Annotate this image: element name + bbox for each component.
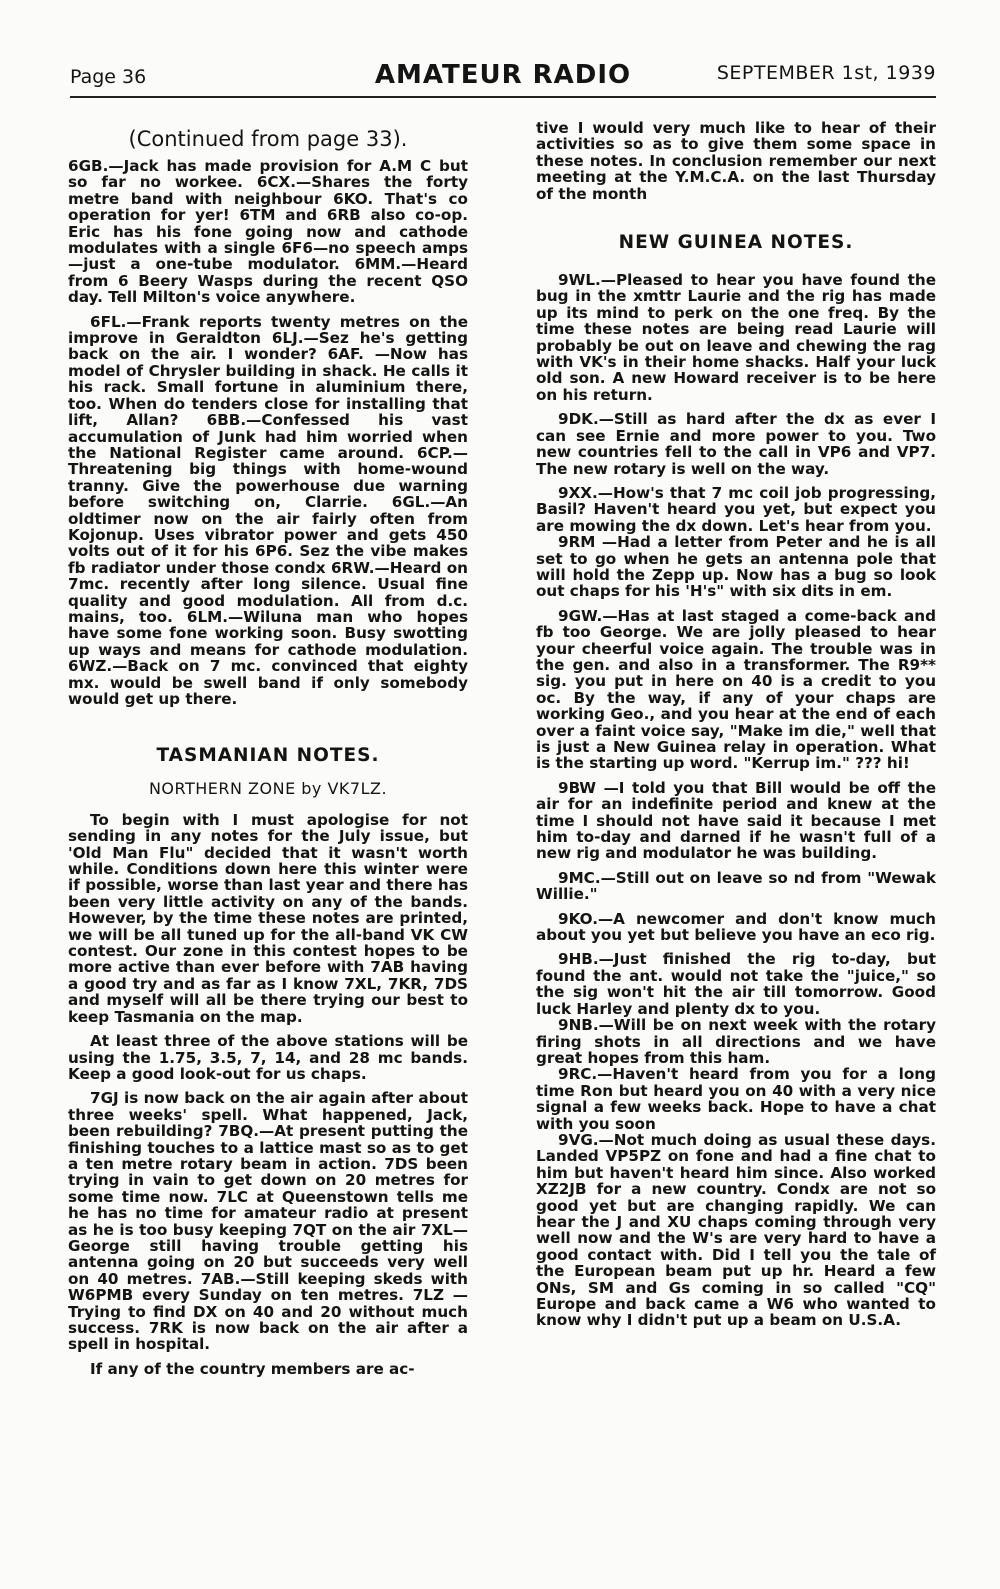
paragraph: 6GB.—Jack has made provision for A.M C but so far no workee. 6CX.—Shares the forty metre band with neighbour 6KO. That's co operation for yer! 6TM and 6RB also co-op. Eric has his fone going now and cathode modulates with a single 6F6—no speech amps—just a one-tube modulator. 6MM.—Heard from 6 Beery Wasps during the recent QSO day. Tell Milton's voice anywhere.: [68, 157, 468, 307]
magazine-title: AMATEUR RADIO: [374, 60, 632, 90]
section-heading-new-guinea: NEW GUINEA NOTES.: [618, 232, 854, 254]
paragraph: 9KO.—A newcomer and don't know much about you yet but believe you have an eco rig.: [536, 909, 936, 945]
paragraph: 9DK.—Still as hard after the dx as ever I can see Ernie and more power to you. Two new countries fell to the call in VP6 and VP7. The new rotary is well on the way.: [536, 410, 936, 478]
paragraph: 9XX.—How's that 7 mc coil job progressing, Basil? Haven't heard you yet, but expect you are mowing the dx down. Let's hear from you.: [536, 483, 936, 535]
page-number: Page 36: [70, 66, 147, 88]
paragraph: 7GJ is now back on the air again after about three weeks' spell. What happened, Jack, been rebuilding? 7BQ.—At present putting the finishing touches to a lattice mast so as to get a ten metre rotary beam in action. 7DS been trying in vain to get down on 20 metres for some time now. 7LC at Queenstown tells me he has no time for amateur radio at present as he is too busy keeping 7QT on the air 7XL—George still having trouble getting his antenna going on 20 but succeeds very well on 40 metres. 7AB.—Still keeping skeds with W6PMB every Sunday on ten metres. 7LZ —Trying to find DX on 40 and 20 without much success. 7RK is now back on the air after a spell in hospital.: [68, 1089, 468, 1354]
paragraph: 9MC.—Still out on leave so nd from "Wewak Willie.": [536, 868, 936, 904]
paragraph: 9GW.—Has at last staged a come-back and fb too George. We are jolly pleased to hear your cheerful voice again. The trouble was in the gen. and also in a transformer. The R9** sig. you put in here on 40 is a credit to you oc. By the way, if any of your chaps are working Geo., and you hear at the end of each over a faint voice say, "Make im die," well that is just a New Guinea relay in operation. What is the starting up word. "Kerrup im." ??? hi!: [536, 606, 936, 773]
continued-note: (Continued from page 33).: [128, 127, 408, 151]
issue-date: SEPTEMBER 1st, 1939: [716, 62, 936, 84]
page-header: [70, 58, 936, 98]
section-heading-tasmanian: TASMANIAN NOTES.: [156, 745, 380, 767]
left-column: [68, 120, 468, 1385]
paragraph: 9RM —Had a letter from Peter and he is all set to go when he gets an antenna pole that will hold the Zepp up. Now has a bug so look out chaps for his 'H's" with six dits in em.: [536, 533, 936, 601]
paragraph: 9RC.—Haven't heard from you for a long time Ron but heard you on 40 with a very nice signal a few weeks back. Hope to have a chat with you soon: [536, 1065, 936, 1133]
paragraph: 9NB.—Will be on next week with the rotary firing shots in all directions and we have great hopes from this ham.: [536, 1016, 936, 1067]
paragraph: 9HB.—Just finished the rig to-day, but found the ant. would not take the "juice," so the sig won't hit the air till tomorrow. Good luck Harley and plenty dx to you.: [536, 950, 936, 1018]
header-rule: [70, 96, 936, 98]
right-column: [536, 120, 936, 1337]
emphasis-text: last Thursday: [817, 168, 937, 187]
paragraph: At least three of the above stations will be using the 1.75, 3.5, 7, 14, and 28 mc bands. Keep a good look-out for us chaps.: [68, 1032, 468, 1083]
paragraph-text: tive I would very much like to hear of their activities so as to give them some space in these notes. In conclusion remember our next meeting at the Y.M.C.A. on the: [536, 119, 936, 187]
paragraph: If any of the country members are ac-: [90, 1359, 415, 1378]
paragraph: 9WL.—Pleased to hear you have found the bug in the xmttr Laurie and the rig has made up its mind to perk on the one freq. By the time these notes are being read Laurie will probably be out on leave and chewing the rag with VK's in their home shacks. Half your luck old son. A new Howard receiver is to be here on his return.: [536, 271, 936, 404]
paragraph-text: of the month: [536, 184, 648, 203]
paragraph: [536, 120, 936, 202]
paragraph: 9VG.—Not much doing as usual these days. Landed VP5PZ on fone and had a fine chat to him but haven't heard him since. Also worked XZ2JB for a new country. Condx are not so good yet but are changing rapidly. We can hear the J and XU chaps coming through very well now and the W's are very hard to have a good contact with. Did I tell you the tale of the European beam put up hr. Heard a few ONs, SM and Gs coming in so called "CQ" Europe and back came a W6 who wanted to know why I didn't put up a beam on U.S.A.: [536, 1130, 936, 1330]
paragraph: To begin with I must apologise for not sending in any notes for the July issue, but 'Old Man Flu" decided that it wasn't worth while. Conditions down here this winter were if possible, worse than last year and there has been very little activity on any of the bands. However, by the time these notes are printed, we will be all tuned up for the all-band VK CW contest. Our zone in this contest hopes to be more active than ever before with 7AB having a good try and as far as I know 7XL, 7KR, 7DS and myself will all be there trying our best to keep Tasmania on the map.: [68, 810, 468, 1026]
paragraph: 9BW —I told you that Bill would be off the air for an indefinite period and knew at the time I should not have said it because I met him to-day and darned if he wasn't full of a new rig and modulator he was building.: [536, 778, 936, 863]
paragraph: 6FL.—Frank reports twenty metres on the improve in Geraldton 6LJ.—Sez he's getting back on the air. I wonder? 6AF. —Now has model of Chrysler building in shack. He calls it his rack. Small fortune in aluminium there, too. When do tenders close for installing that lift, Allan? 6BB.—Confessed his vast accumulation of Junk had him worried when the National Register came around. 6CP.—Threatening big things with home-wound tranny. Give the powerhouse due warning before switching on, Clarrie. 6GL.—An oldtimer now on the air fairly often from Kojonup. Uses vibrator power and gets 450 volts out of it for his 6P6. Sez the vibe makes fb radiator under those condx 6RW.—Heard on 7mc. recently after long silence. Usual fine quality and good modulation. All from d.c. mains, too. 6LM.—Wiluna man who hopes have some fone working soon. Busy swotting up ways and means for cathode modulation. 6WZ.—Back on 7 mc. convinced that eighty mx. would be swell band if only somebody would get up there.: [68, 312, 468, 708]
section-subheading: NORTHERN ZONE by VK7LZ.: [148, 779, 388, 799]
